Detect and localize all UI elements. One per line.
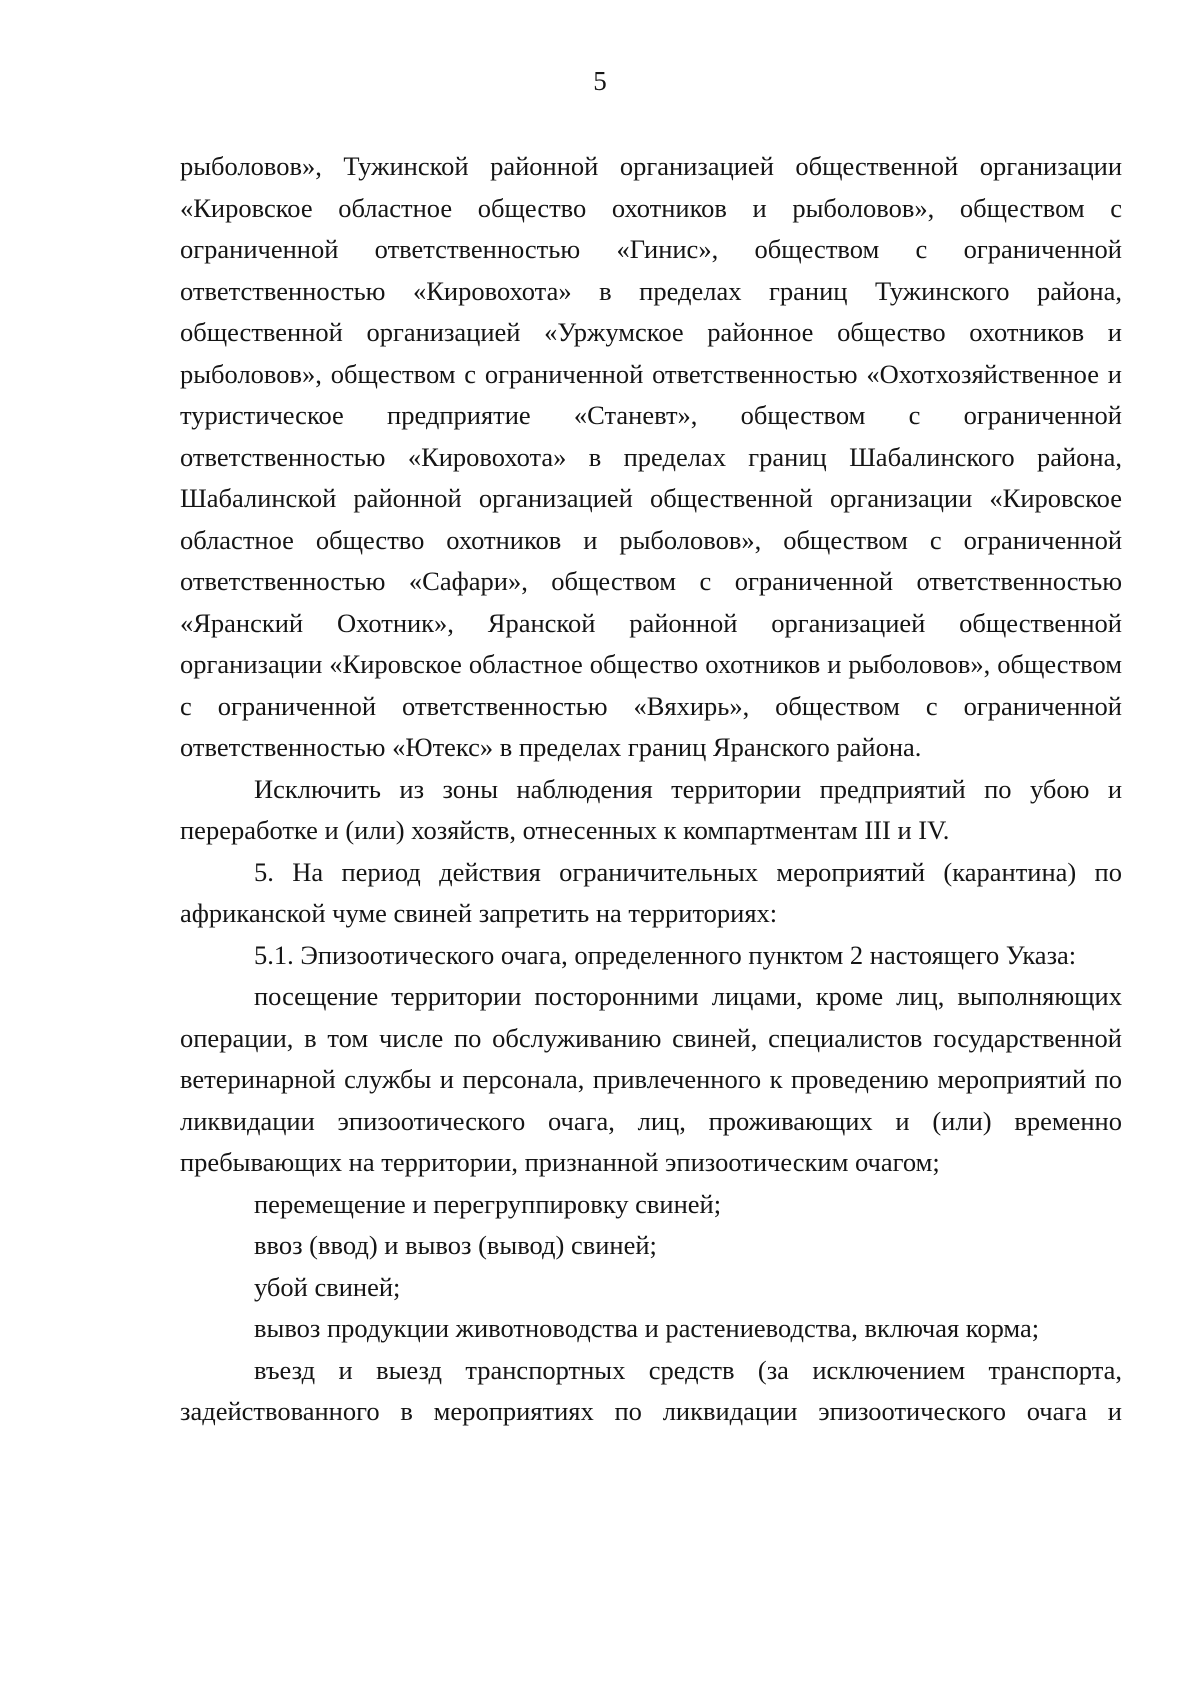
paragraph-organizations-list: рыболовов», Тужинской районной организацией общественной организации «Кировское областное общество охотников и рыболовов», обществом с ограниченной ответственностью «Гинис», обществом с ограниченной ответственностью «Кировохота» в пределах границ Тужинского района, общественной организацией «Уржумское районное общество охотников и рыболовов», обществом с ограниченной ответственностью «Охотхозяйственное и туристическое предприятие «Станевт», обществом с ограниченной ответственностью «Кировохота» в пределах границ Шабалинского района, Шабалинской районной организацией общественной организации «Кировское областное общество охотников и рыболовов», обществом с ограниченной ответственностью «Сафари», обществом с ограниченной ответственностью «Яранский Охотник», Яранской районной организацией общественной организации «Кировское областное общество охотников и рыболовов», обществом с ограниченной ответственностью «Вяхирь», обществом с ограниченной ответственностью «Ютекс» в пределах границ Яранского района. bbox=[180, 151, 1122, 762]
paragraph-item-5: 5. На период действия ограничительных мероприятий (карантина) по африканской чуме свиней запретить на территориях: bbox=[180, 856, 1122, 928]
paragraph-import-export-ban: ввоз (ввод) и вывоз (вывод) свиней; bbox=[254, 1230, 657, 1260]
paragraph-vehicles-ban: въезд и выезд транспортных средств (за исключением транспорта, задействованного в мероприятиях по ликвидации эпизоотического очага и bbox=[180, 1354, 1122, 1426]
paragraph-exclusion: Исключить из зоны наблюдения территории предприятий по убою и переработке и (или) хозяйств, отнесенных к компартментам III и IV. bbox=[180, 773, 1122, 845]
paragraph-slaughter-ban: убой свиней; bbox=[254, 1271, 401, 1302]
paragraph-item-5-1: 5.1. Эпизоотического очага, определенного пунктом 2 настоящего Указа: bbox=[254, 939, 1077, 970]
document-body bbox=[180, 146, 1122, 1433]
page-number: 5 bbox=[593, 66, 607, 96]
paragraph-regrouping-ban: перемещение и перегруппировку свиней; bbox=[254, 1188, 722, 1219]
paragraph-visit-ban: посещение территории посторонними лицами, кроме лиц, выполняющих операции, в том числе по обслуживанию свиней, специалистов государственной ветеринарной службы и персонала, привлеченного к проведению мероприятий по ликвидации эпизоотического очага, лиц, проживающих и (или) временно пребывающих на территории, признанной эпизоотическим очагом; bbox=[180, 981, 1122, 1177]
paragraph-products-ban: вывоз продукции животноводства и растениеводства, включая корма; bbox=[254, 1313, 1040, 1343]
